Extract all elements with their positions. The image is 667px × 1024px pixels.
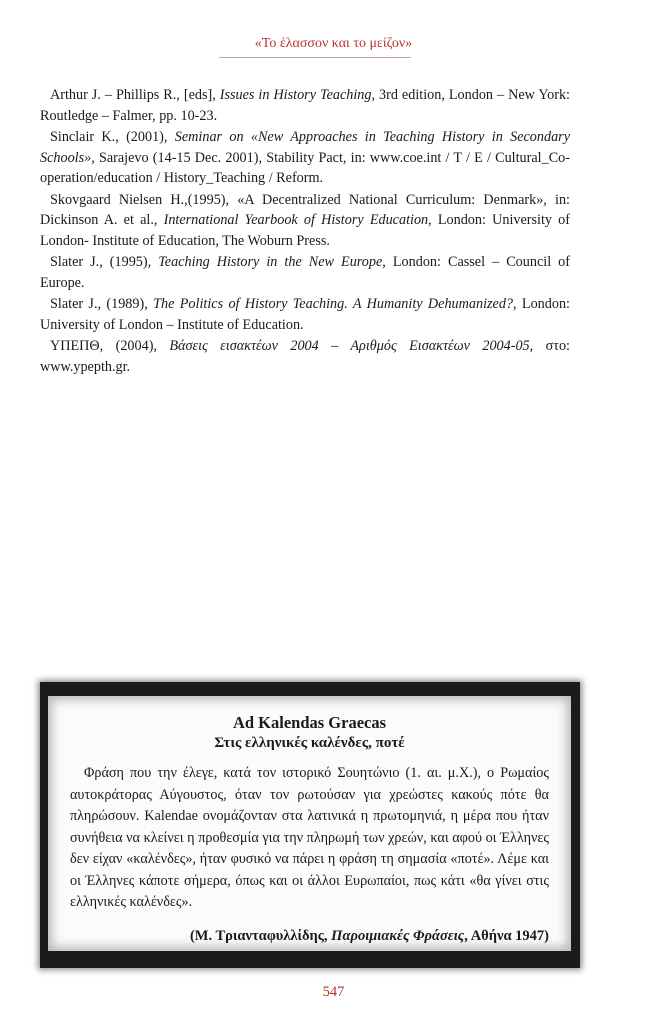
running-head-rule <box>219 57 411 58</box>
reference-details: , London: University of London- Institute of Education, The Woburn Press. <box>40 212 570 249</box>
reference-entry <box>40 252 570 293</box>
sidebar-box <box>48 696 571 951</box>
reference-entry <box>40 85 570 126</box>
reference-details: , London: Cassel – Council of Europe. <box>40 254 570 291</box>
reference-details: , στο: www.ypepth.gr. <box>40 338 570 375</box>
reference-authors: Sinclair K., (2001), <box>50 129 175 145</box>
reference-title: Seminar on «New Approaches in Teaching History in Secondary Schools» <box>40 129 571 166</box>
box-source <box>70 928 549 945</box>
box-subtitle: Στις ελληνικές καλένδες, ποτέ <box>214 735 405 751</box>
reference-authors: Slater J., (1995), <box>50 254 159 270</box>
reference-details: , Sarajevo (14-15 Dec. 2001), Stability Pact, in: www.coe.int / T / E / Cultural_Co-operation/education / History_Teaching / Reform. <box>40 149 570 186</box>
reference-title: Issues in History Teaching <box>219 87 372 103</box>
reference-title: Βάσεις εισακτέων 2004 – Αριθμός Εισακτέων 2004-05 <box>169 338 530 354</box>
reference-title: International Yearbook of History Education <box>163 212 429 228</box>
box-body: Φράση που την έλεγε, κατά τον ιστορικό Σουητώνιο (1. αι. μ.Χ.), ο Ρωμαίος αυτοκράτορας Αύγουστος, όταν τον ρωτούσαν για χρεώστες κακούς πότε θα πληρώσουν. Kalendae ονομάζονταν στα λατινικά η πρωτομηνιά, η μέρα που ήταν συνήθεια να κλείνει η προθεσμία για την πληρωμή των χρεών, και αφού οι Έλληνες δεν είχαν «καλένδες», ήταν φυσικό να πάρει η φράση τη σημασία «ποτέ». Λέμε και οι Έλληνες κάποτε σήμερα, όπως και οι άλλοι Ευρωπαίοι, πως κάτι «θα γίνει στις ελληνικές καλένδες». <box>70 765 549 910</box>
reference-authors: Skovgaard Nielsen H.,(1995), «A Decentralized National Curriculum: Denmark», in: Dickinson A. et al., <box>40 191 570 228</box>
sidebar-box-frame <box>40 682 580 968</box>
box-source-title: Παροιμιακές Φράσεις <box>331 927 465 944</box>
reference-entry <box>40 190 570 252</box>
reference-list <box>40 85 570 378</box>
reference-details: , 3rd edition, London – New York: Routledge – Falmer, pp. 10-23. <box>40 87 571 124</box>
reference-details: , London: University of London – Institute of Education. <box>40 296 570 333</box>
reference-entry <box>40 127 570 189</box>
reference-entry <box>40 294 570 335</box>
reference-entry <box>40 336 570 377</box>
box-title: Ad Kalendas Graecas <box>232 713 387 732</box>
box-source-place-year: , Αθήνα 1947) <box>464 927 549 944</box>
reference-authors: ΥΠΕΠΘ, (2004), <box>50 338 170 354</box>
reference-title: The Politics of History Teaching. A Humanity Dehumanized? <box>153 296 514 312</box>
reference-authors: Arthur J. – Phillips R., [eds], <box>50 87 220 103</box>
running-head: «Το έλασσον και το μείζον» <box>254 36 413 51</box>
page-number: 547 <box>322 984 345 1000</box>
box-source-author: (Μ. Τριανταφυλλίδης, <box>189 927 332 944</box>
reference-title: Teaching History in the New Europe <box>158 254 383 270</box>
reference-authors: Slater J., (1989), <box>50 296 154 312</box>
